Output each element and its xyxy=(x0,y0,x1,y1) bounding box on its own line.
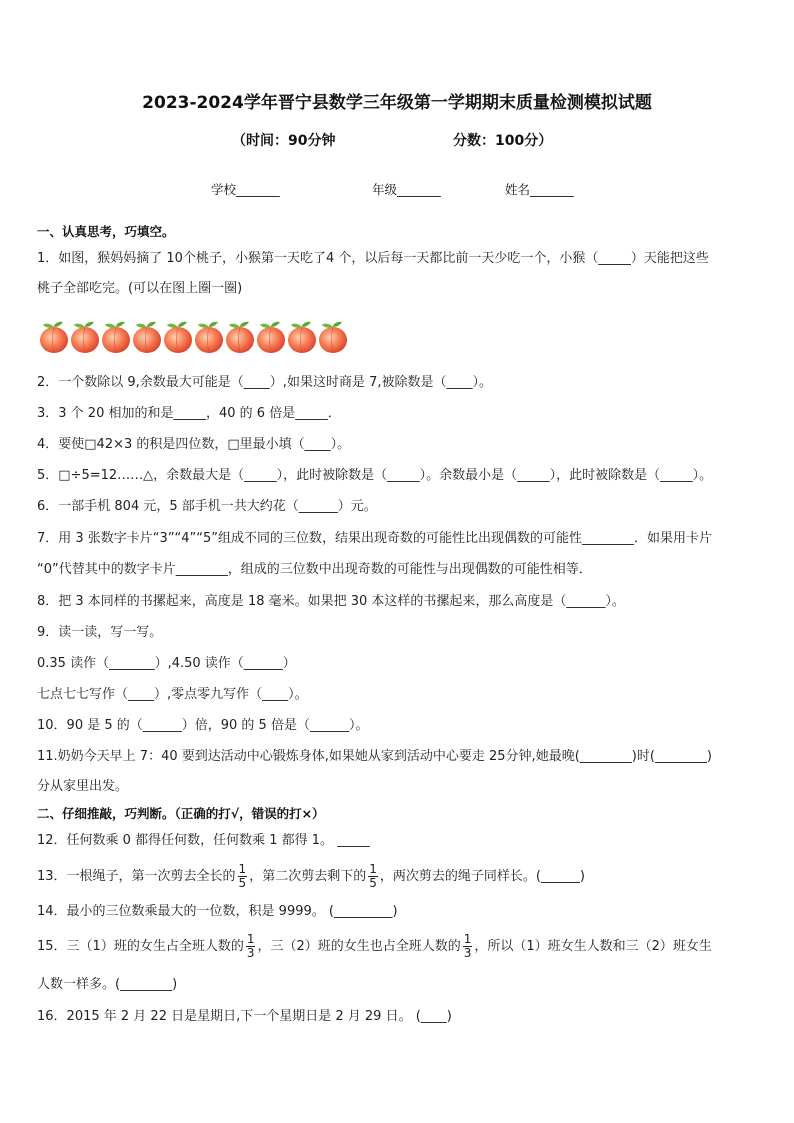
peach-icon xyxy=(192,320,226,354)
question-9-a: 0.35 读作（_______）,4.50 读作（______） xyxy=(37,656,296,671)
question-7-line2: “0”代替其中的数字卡片________，组成的三位数中出现奇数的可能性与出现偶数的可能性相等． xyxy=(37,562,592,577)
question-13-part-b: ，第二次剪去剩下的 xyxy=(249,869,367,884)
question-13-part-a: 13．一根绳子，第一次剪去全长的 xyxy=(37,869,236,884)
peach-icon xyxy=(316,320,350,354)
question-1-line2: 桃子全部吃完。(可以在图上圈一圈) xyxy=(37,281,243,296)
peach-icon xyxy=(130,320,164,354)
exam-time: （时间：90分钟 xyxy=(232,133,336,149)
fraction-one-fifth xyxy=(238,863,248,890)
question-2: 2．一个数除以 9,余数最大可能是（____）,如果这时商是 7,被除数是（____）。 xyxy=(37,375,492,390)
section2-heading: 二、仔细推敲，巧判断。（正确的打√，错误的打×） xyxy=(37,806,325,821)
question-4: 4．要使□42×3 的积是四位数，□里最小填（____）。 xyxy=(37,437,351,452)
peach-icon xyxy=(99,320,133,354)
fraction-numerator: 1 xyxy=(369,862,377,876)
question-8: 8．把 3 本同样的书摞起来，高度是 18 毫米。如果把 30 本这样的书摞起来，那么高度是（______）。 xyxy=(37,594,625,609)
fraction-denominator: 5 xyxy=(238,876,247,890)
question-15-line2: 人数一样多。(________) xyxy=(37,977,178,992)
fraction-numerator: 1 xyxy=(246,932,255,946)
fraction-denominator: 3 xyxy=(463,946,472,960)
peach-icon xyxy=(285,320,319,354)
question-1-line1: 1．如图，猴妈妈摘了 10个桃子，小猴第一天吃了4 个，以后每一天都比前一天少吃一个，小猴（_____）天能把这些 xyxy=(37,251,709,266)
question-9-b: 七点七七写作（____）,零点零九写作（____）。 xyxy=(37,687,308,702)
fraction-one-third xyxy=(246,933,256,960)
name-field: 姓名_______ xyxy=(505,182,574,197)
question-12: 12．任何数乘 0 都得任何数，任何数乘 1 都得 1。 _____ xyxy=(37,833,370,848)
peach-icon xyxy=(68,320,102,354)
section1-heading: 一、认真思考，巧填空。 xyxy=(37,224,175,239)
fraction-denominator: 3 xyxy=(246,946,255,960)
question-13-part-c: ，两次剪去的绳子同样长。(______) xyxy=(379,869,585,884)
exam-score: 分数：100分） xyxy=(453,133,553,149)
exam-title: 2023-2024学年晋宁县数学三年级第一学期期末质量检测模拟试题 xyxy=(142,93,652,113)
fraction-numerator: 1 xyxy=(463,932,472,946)
question-15-line1 xyxy=(37,930,762,964)
question-6: 6．一部手机 804 元，5 部手机一共大约花（______）元。 xyxy=(37,499,377,514)
question-9: 9．读一读，写一写。 xyxy=(37,625,163,640)
question-15-part-b: ，三（2）班的女生也占全班人数的 xyxy=(257,939,461,954)
question-15-part-c: ，所以（1）班女生人数和三（2）班女生 xyxy=(474,939,712,954)
grade-field: 年级_______ xyxy=(372,182,441,197)
school-field: 学校_______ xyxy=(211,182,280,197)
question-15-part-a: 15．三（1）班的女生占全班人数的 xyxy=(37,939,244,954)
question-3: 3．3 个 20 相加的和是_____，40 的 6 倍是_____． xyxy=(37,406,341,421)
peach-icon xyxy=(37,320,71,354)
question-11-line2: 分从家里出发。 xyxy=(37,779,129,794)
question-5: 5．□÷5=12……△，余数最大是（_____），此时被除数是（_____）。余数最小是（_____），此时被除数是（_____）。 xyxy=(37,468,713,483)
fraction-one-third xyxy=(463,933,473,960)
fraction-numerator: 1 xyxy=(238,862,247,876)
peach-icon xyxy=(254,320,288,354)
question-7-line1: 7．用 3 张数字卡片“3”“4”“5”组成不同的三位数，结果出现奇数的可能性比出现偶数的可能性________．如果用卡片 xyxy=(37,531,713,546)
question-10: 10．90 是 5 的（______）倍，90 的 5 倍是（______）。 xyxy=(37,718,369,733)
question-11-line1: 11.奶奶今天早上 7：40 要到达活动中心锻炼身体,如果她从家到活动中心要走 25分钟,她最晚(________)时(________) xyxy=(37,749,712,764)
question-14: 14．最小的三位数乘最大的一位数，积是 9999。 (_________) xyxy=(37,904,398,919)
fraction-one-fifth xyxy=(368,863,378,890)
peach-icon xyxy=(223,320,257,354)
peach-icon xyxy=(161,320,195,354)
fraction-denominator: 5 xyxy=(369,876,377,890)
question-16: 16．2015 年 2 月 22 日是星期日,下一个星期日是 2 月 29 日。 (____) xyxy=(37,1009,452,1024)
question-13 xyxy=(37,860,762,894)
